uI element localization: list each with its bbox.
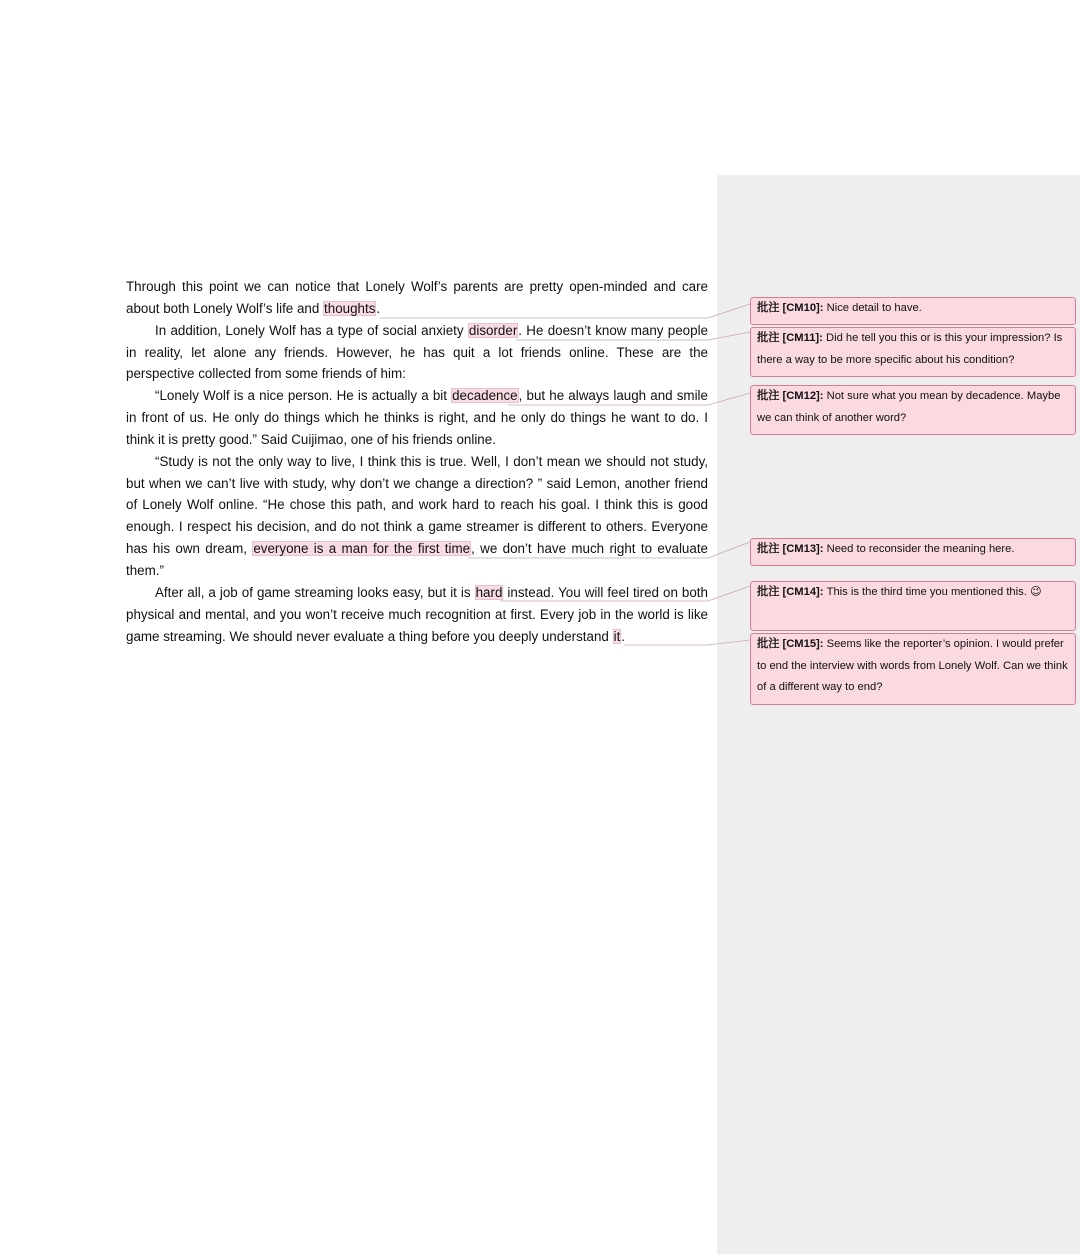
comment-highlight-cm12[interactable]: decadence [452, 388, 518, 404]
paragraph-5 [126, 582, 708, 648]
comment-highlight-cm14[interactable]: hard [475, 584, 503, 600]
comment-text: This is the third time you mentioned this. 😉 [823, 586, 1042, 598]
comment-author-label: 批注 [CM13]: [757, 543, 824, 555]
document-body [126, 276, 708, 647]
comment-highlight-cm15[interactable]: it [613, 628, 621, 644]
comment-author-label: 批注 [CM10]: [757, 302, 824, 314]
comment-cm11[interactable] [750, 327, 1076, 377]
paragraph-text: . He doesn’t know many people in reality, let alone any friends. However, he has quit a lot friends online. These are the perspective collected from some friends of him: [126, 322, 708, 382]
paragraph-text: “Study is not the only way to live, I think this is true. Well, I don’t mean we should not study, but when we can’t live with study, why don’t we change a direction? ” said Lemon, another friend of Lonely Wolf online. “He chose this path, and work hard to reach his goal. I think this is good enough. I respect his decision, and do not think a game streamer is different to others. Everyone has his own dream, [126, 453, 708, 557]
paragraph-4 [126, 451, 708, 582]
comment-text: Nice detail to have. [823, 302, 922, 314]
paragraph-2 [126, 320, 708, 386]
paragraph-text: After all, a job of game streaming looks easy, but it is [155, 584, 475, 600]
paragraph-text: . [621, 628, 626, 644]
comment-text: Need to reconsider the meaning here. [823, 543, 1015, 555]
comment-author-label: 批注 [CM12]: [757, 390, 824, 402]
paragraph-text: . [376, 300, 381, 316]
comment-cm10[interactable] [750, 297, 1076, 325]
comment-author-label: 批注 [CM15]: [757, 638, 824, 650]
comment-highlight-cm11[interactable]: disorder [468, 322, 518, 338]
comment-cm15[interactable] [750, 633, 1076, 705]
paragraph-text: , we don’t have much right to evaluate them.” [126, 541, 708, 578]
paragraph-text: Through this point we can notice that Lonely Wolf’s parents are pretty open-minded and care about both Lonely Wolf’s life and [126, 279, 708, 316]
paragraph-1 [126, 276, 708, 320]
comment-text: Did he tell you this or is this your impression? Is there a way to be more specific about his condition? [757, 332, 1063, 366]
comment-text: Not sure what you mean by decadence. Maybe we can think of another word? [757, 390, 1061, 424]
comment-cm13[interactable] [750, 538, 1076, 566]
paragraph-3 [126, 385, 708, 451]
comment-highlight-cm13[interactable]: everyone is a man for the first time [253, 541, 471, 557]
paragraph-text: , but he always laugh and smile in front of us. He only do things which he thinks is right, and he only do things he want to do. I think it is pretty good.” Said Cuijimao, one of his friends online. [126, 388, 708, 447]
comment-author-label: 批注 [CM11]: [757, 332, 823, 344]
comment-author-label: 批注 [CM14]: [757, 586, 824, 598]
comment-highlight-cm10[interactable]: thoughts [324, 300, 376, 316]
paragraph-text: instead. You will feel tired on both physical and mental, and you won’t receive much recognition at first. Every job in the world is like game streaming. We should never evaluate a thing before you deeply understand [126, 584, 708, 644]
comment-cm12[interactable] [750, 385, 1076, 435]
comment-cm14[interactable] [750, 581, 1076, 631]
paragraph-text: “Lonely Wolf is a nice person. He is actually a bit [155, 388, 452, 404]
comment-text: Seems like the reporter’s opinion. I would prefer to end the interview with words from Lonely Wolf. Can we think of a different way to end? [757, 638, 1068, 694]
paragraph-text: In addition, Lonely Wolf has a type of social anxiety [155, 322, 468, 338]
